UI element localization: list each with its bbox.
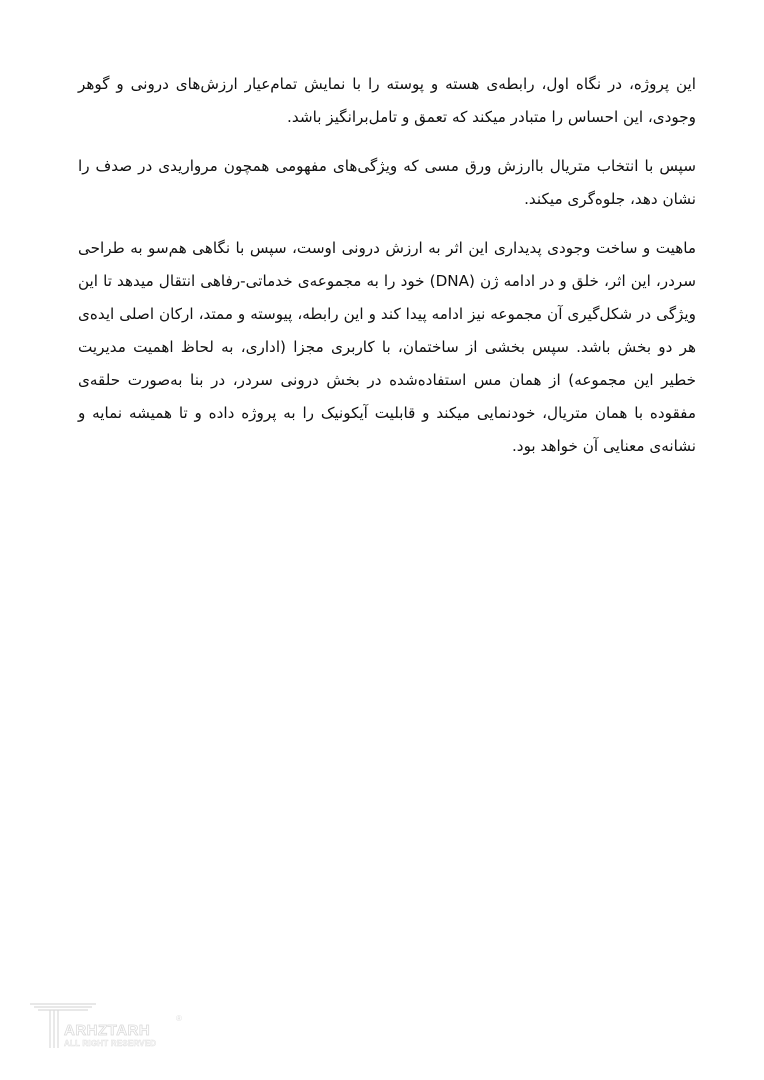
paragraph-concept: ماهیت و ساخت وجودی پدیداری این اثر به ارزش درونی اوست، سپس با نگاهی هم‌سو به طراحی سردر، این اثر، خلق و در ادامه ژن (DNA) خود را به مجموعه‌ی خدماتی-رفاهی انتقال میدهد تا این ویژگی در شکل‌گیری آن مجموعه نیز ادامه پیدا کند و این رابطه، پیوسته و ممتد، ارکان اصلی ایده‌ی هر دو بخش باشد. سپس بخشی از ساختمان، با کاربری مجزا (اداری، به لحاظ اهمیت مدیریت خطیر این مجموعه) از همان مس استفاده‌شده در بخش درونی سردر، در بنا به‌صورت حلقه‌ی مفقوده با همان متریال، خودنمایی میکند و قابلیت آیکونیک را به پروژه داده و تا همیشه نمایه و نشانه‌ی معنایی آن خواهد بود.: [78, 239, 696, 455]
watermark-subtitle: ALL RIGHT RESERVED: [64, 1039, 157, 1048]
registered-mark: ®: [176, 1014, 182, 1023]
watermark-logo: [28, 1000, 188, 1052]
paragraph-intro: این پروژه، در نگاه اول، رابطه‌ی هسته و پوسته را با نمایش تمام‌عیار ارزش‌های درونی و گوهر وجودی، این احساس را متبادر میکند که تعمق و تامل‌برانگیز باشد.: [78, 75, 696, 126]
paragraph-material: سپس با انتخاب متریال باارزش ورق مسی که ویژگی‌های مفهومی همچون مرواریدی در صدف را نشان دهد، جلوه‌گری میکند.: [78, 157, 696, 208]
document-body: [78, 68, 696, 479]
watermark-brand: ARHZTARH: [64, 1022, 151, 1039]
